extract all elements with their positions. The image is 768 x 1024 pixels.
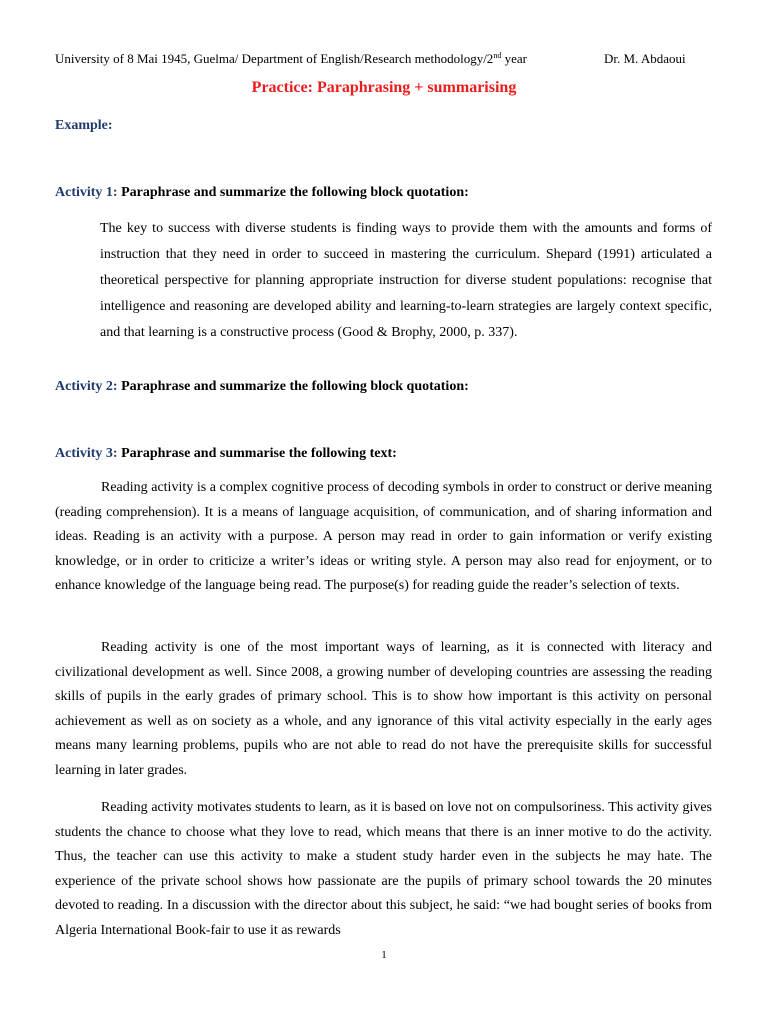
block-quote: The key to success with diverse students is finding ways to provide them with the amounts and forms of instruction that they need in order to succeed in mastering the curriculum. Shepard (1991) articulated a theoretical perspective for planning appropriate instruction for diverse student populations: recognise that intelligence and reasoning are developed ability and learning-to-learn strategies are largely context specific, and that learning is a constructive process (Good & Brophy, 2000, p. 337). [100, 221, 712, 340]
activity-1-heading [55, 184, 469, 202]
header-course-sup: nd [493, 51, 502, 60]
header-course-tail: year [501, 51, 527, 66]
header-author: Dr. M. Abdaoui [604, 51, 686, 66]
paragraph-1: Reading activity is a complex cognitive process of decoding symbols in order to construct or derive meaning (reading comprehension). It is a means of language acquisition, of communication, and of sharing information and ideas. Reading is an activity with a purpose. A person may read in order to gain information or verify existing knowledge, or in order to criticize a writer’s ideas or writing style. A person may also read for enjoyment, or to enhance knowledge of the language being read. The purpose(s) for reading guide the reader’s selection of texts. [55, 480, 712, 593]
activity-3-label: Activity 3: [55, 446, 118, 461]
activity-2-instruction: Paraphrase and summarize the following block quotation: [117, 379, 469, 394]
header-course-info [55, 51, 527, 67]
activity-3-instruction: Paraphrase and summarise the following text: [117, 446, 397, 461]
example-label-text: Example: [55, 118, 113, 133]
page-title: Practice: Paraphrasing + summarising [251, 79, 517, 96]
header-course-main: University of 8 Mai 1945, Guelma/ Department of English/Research methodology/2 [55, 51, 494, 66]
activity-2-label: Activity 2: [55, 379, 118, 394]
activity-1-label: Activity 1: [55, 185, 118, 200]
activity-1-instruction: Paraphrase and summarize the following block quotation: [117, 185, 469, 200]
activity-3-heading [55, 445, 397, 463]
page-number: 1 [381, 949, 387, 961]
activity-2-heading [55, 378, 469, 396]
example-label [55, 117, 113, 135]
paragraph-2: Reading activity is one of the most important ways of learning, as it is connected with literacy and civilizational development as well. Since 2008, a growing number of developing countries are assessing the reading skills of pupils in the early grades of primary school. This is to show how important is this activity on personal achievement as well as on society as a whole, and any ignorance of this vital activity especially in the early ages means many learning problems, pupils who are not able to read do not have the prerequisite skills for successful learning in later grades. [55, 640, 712, 778]
paragraph-3: Reading activity motivates students to learn, as it is based on love not on compulsoriness. This activity gives students the chance to choose what they love to read, which means that there is an inner motive to do the activity. Thus, the teacher can use this activity to make a student study harder even in the subjects he may hate. The experience of the private school shows how passionate are the pupils of primary school towards the 20 minutes devoted to reading. In a discussion with the director about this subject, he said: “we had bought series of books from Algeria International Book-fair to use it as rewards [55, 800, 712, 938]
